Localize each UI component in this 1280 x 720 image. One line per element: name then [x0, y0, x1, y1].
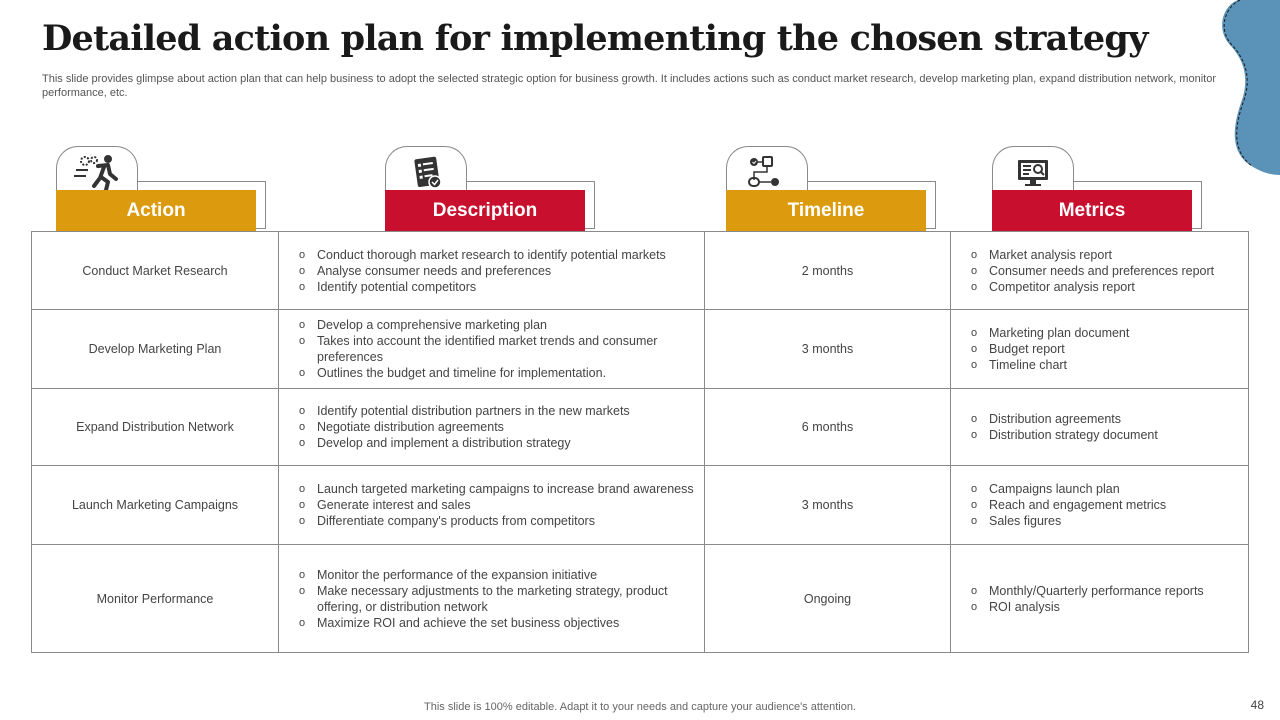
- action-cell: Develop Marketing Plan: [88, 342, 222, 356]
- metrics-cell: [950, 310, 1250, 388]
- header-label-action: Action: [56, 190, 256, 232]
- action-cell: Monitor Performance: [96, 591, 214, 606]
- metric-item: o Budget report: [971, 341, 1129, 357]
- metric-item: o Reach and engagement metrics: [971, 497, 1166, 513]
- metric-item: o Sales figures: [971, 513, 1166, 529]
- description-item: o Takes into account the identified market trends and consumer preferences: [299, 333, 694, 365]
- metric-item: o Competitor analysis report: [971, 279, 1214, 295]
- metric-item: o Marketing plan document: [971, 325, 1129, 341]
- description-item: o Make necessary adjustments to the marketing strategy, product offering, or distribution network: [299, 583, 694, 615]
- description-item: o Generate interest and sales: [299, 497, 694, 513]
- header-tab: [385, 146, 467, 196]
- header-tab: [726, 146, 808, 196]
- action-cell: Expand Distribution Network: [76, 420, 234, 434]
- metric-item: o Consumer needs and preferences report: [971, 263, 1214, 279]
- metric-item: o Campaigns launch plan: [971, 481, 1166, 497]
- action-plan-table: [31, 231, 1249, 653]
- footer-note: This slide is 100% editable. Adapt it to your needs and capture your audience's attention.: [424, 701, 856, 713]
- page-title: Detailed action plan for implementing the chosen strategy: [42, 18, 1148, 59]
- description-item: o Identify potential distribution partners in the new markets: [299, 403, 630, 419]
- header-description: [385, 146, 595, 232]
- metric-item: o Distribution strategy document: [971, 427, 1158, 443]
- description-item: o Negotiate distribution agreements: [299, 419, 630, 435]
- metrics-cell: [950, 232, 1250, 309]
- page-subtitle: This slide provides glimpse about action plan that can help business to adopt the selected strategic option for business growth. It includes actions such as conduct market research, develop marketing plan, expand distribution network, monitor performance, etc.: [42, 73, 1216, 99]
- description-item: o Maximize ROI and achieve the set business objectives: [299, 615, 694, 631]
- timeline-cell: Ongoing: [704, 545, 950, 652]
- description-item: o Outlines the budget and timeline for implementation.: [299, 365, 694, 381]
- timeline-cell: 3 months: [704, 310, 950, 388]
- workflow-icon: [745, 152, 789, 192]
- metrics-cell: [950, 389, 1250, 465]
- header-action: [56, 146, 266, 232]
- action-cell: Launch Marketing Campaigns: [71, 498, 239, 512]
- action-cell: Conduct Market Research: [82, 263, 228, 278]
- header-label-timeline: Timeline: [726, 190, 926, 232]
- table-row: [32, 465, 1248, 544]
- header-tab: [56, 146, 138, 196]
- timeline-cell: 6 months: [704, 389, 950, 465]
- table-row: [32, 544, 1248, 652]
- checklist-document-icon: [406, 152, 446, 192]
- description-item: o Conduct thorough market research to identify potential markets: [299, 247, 666, 263]
- description-cell: [278, 389, 704, 465]
- timeline-cell: 3 months: [704, 466, 950, 544]
- header-metrics: [992, 146, 1202, 232]
- metrics-cell: [950, 466, 1250, 544]
- running-person-icon: [72, 152, 122, 192]
- page-number: 48: [1250, 698, 1264, 712]
- description-item: o Launch targeted marketing campaigns to increase brand awareness: [299, 481, 694, 497]
- metric-item: o ROI analysis: [971, 599, 1204, 615]
- description-cell: [278, 310, 704, 388]
- metric-item: o Monthly/Quarterly performance reports: [971, 583, 1204, 599]
- description-item: o Differentiate company's products from competitors: [299, 513, 694, 529]
- description-cell: [278, 466, 704, 544]
- header-tab: [992, 146, 1074, 196]
- monitor-analytics-icon: [1013, 152, 1053, 192]
- metric-item: o Market analysis report: [971, 247, 1214, 263]
- description-cell: [278, 545, 704, 652]
- description-item: o Identify potential competitors: [299, 279, 666, 295]
- description-item: o Develop a comprehensive marketing plan: [299, 317, 694, 333]
- description-item: o Monitor the performance of the expansion initiative: [299, 567, 694, 583]
- table-row: [32, 309, 1248, 388]
- description-cell: [278, 232, 704, 309]
- metric-item: o Distribution agreements: [971, 411, 1158, 427]
- header-timeline: [726, 146, 936, 232]
- description-item: o Develop and implement a distribution strategy: [299, 435, 630, 451]
- table-row: [32, 388, 1248, 465]
- timeline-cell: 2 months: [704, 232, 950, 309]
- metric-item: o Timeline chart: [971, 357, 1129, 373]
- table-row: [32, 232, 1248, 309]
- metrics-cell: [950, 545, 1250, 652]
- description-item: o Analyse consumer needs and preferences: [299, 263, 666, 279]
- header-label-description: Description: [385, 190, 585, 232]
- header-label-metrics: Metrics: [992, 190, 1192, 232]
